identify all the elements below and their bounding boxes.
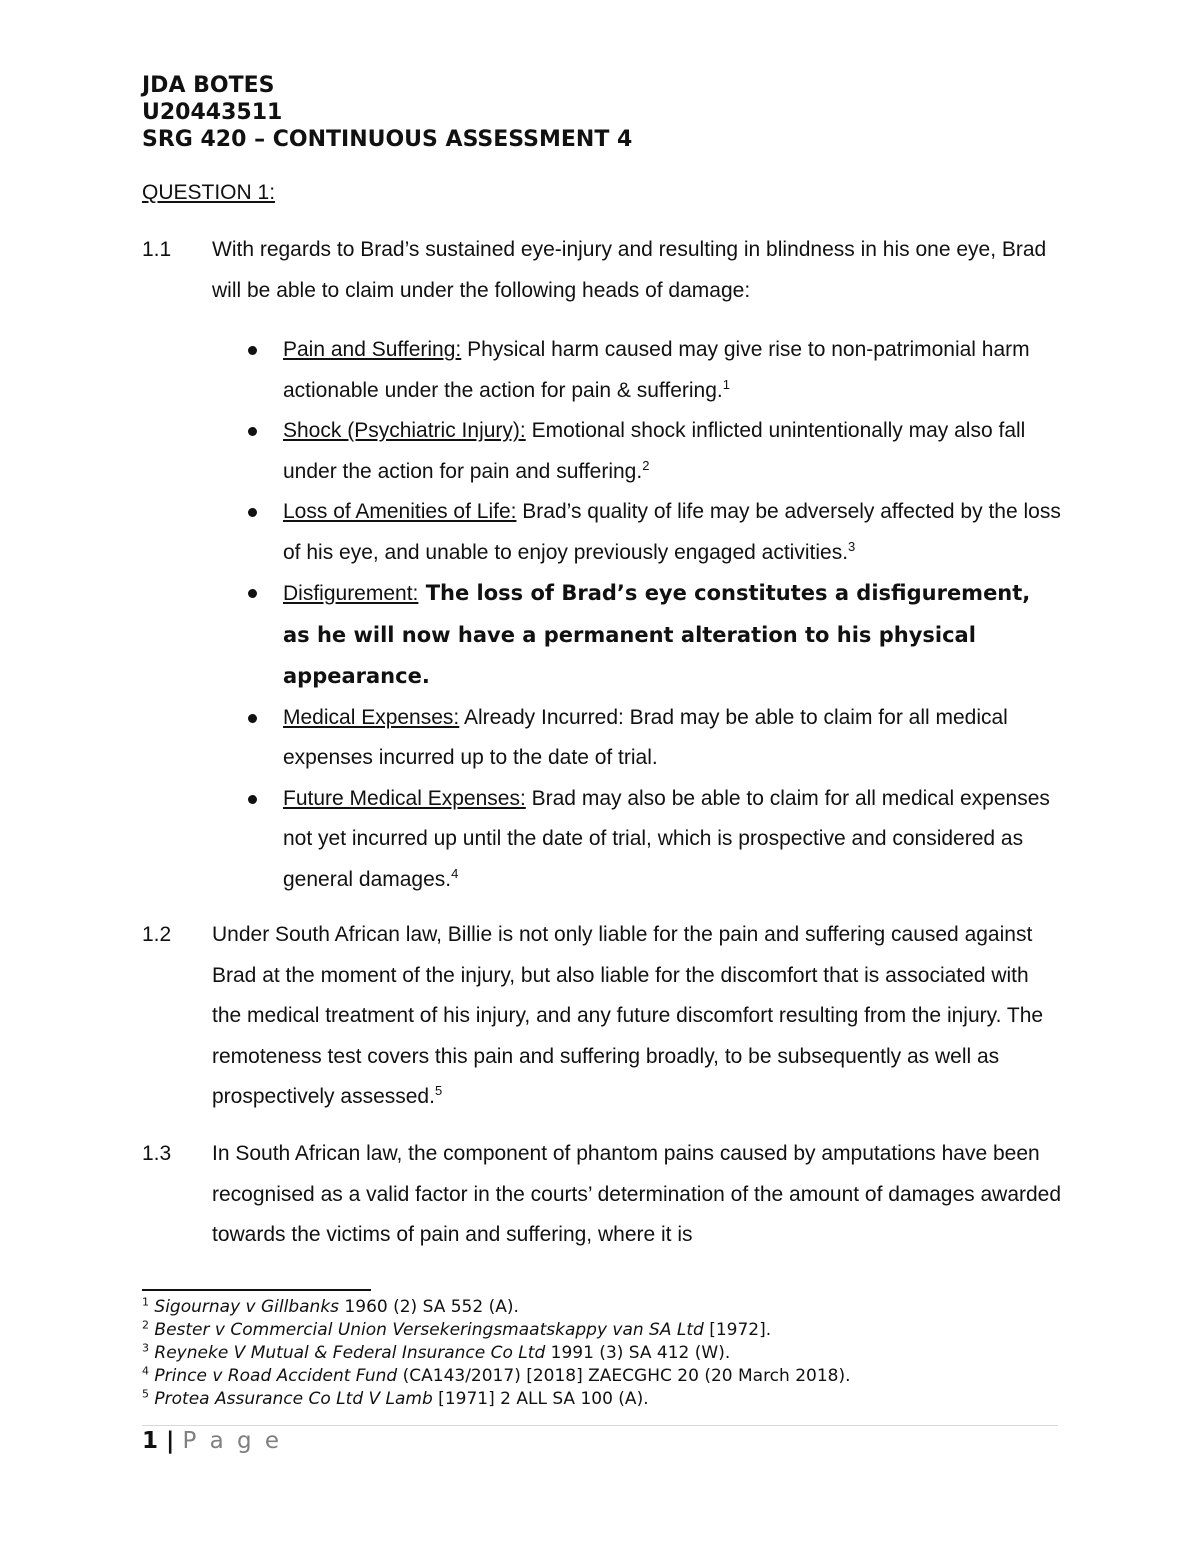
paragraph-1-1 — [142, 230, 1062, 311]
list-item — [142, 330, 1062, 411]
footnote-ref: 4 — [451, 865, 459, 881]
list-item — [142, 411, 1062, 492]
footnote-ref: 2 — [642, 457, 650, 473]
page-footer — [142, 1428, 282, 1454]
paragraph-number: 1.3 — [142, 1142, 172, 1165]
item-text: Physical harm caused may give rise to non-patrimonial harm actionable under the action for pain & suffering. — [283, 338, 1030, 402]
footnote-ref: 3 — [848, 538, 856, 554]
footnote-ref: 5 — [434, 1083, 443, 1098]
item-label: Disfigurement: — [283, 582, 419, 605]
item-label: Shock (Psychiatric Injury): — [283, 419, 526, 442]
bullet-icon — [248, 795, 257, 804]
heads-of-damage-list — [142, 330, 1062, 900]
item-label: Pain and Suffering: — [283, 338, 462, 361]
page-number: 1 — [142, 1428, 159, 1454]
footnote — [142, 1296, 519, 1320]
bullet-icon — [248, 589, 257, 598]
case-name: Prince v Road Accident Fund — [154, 1366, 398, 1386]
item-text: Emotional shock inflicted unintentionally may also fall under the action for pain and suffering. — [283, 419, 1026, 483]
footnote-number: 3 — [142, 1341, 149, 1355]
course-title: SRG 420 – CONTINUOUS ASSESSMENT 4 — [142, 127, 633, 152]
paragraph-number: 1.2 — [142, 923, 172, 946]
footnote — [142, 1342, 730, 1366]
citation: (CA143/2017) [2018] ZAECGHC 20 (20 March 2018). — [397, 1366, 851, 1386]
footnote-number: 2 — [142, 1318, 149, 1332]
item-text: The loss of Brad’s eye constitutes a disfigurement, as he will now have a permanent alteration to his physical appearance. — [283, 581, 1031, 688]
case-name: Bester v Commercial Union Versekeringsmaatskappy van SA Ltd — [154, 1320, 704, 1340]
footnote-separator — [142, 1289, 371, 1291]
bullet-icon — [248, 346, 257, 355]
citation: [1972]. — [703, 1320, 772, 1340]
footnote-number: 4 — [142, 1364, 149, 1378]
footnote — [142, 1319, 771, 1343]
list-item — [142, 492, 1062, 573]
citation: 1991 (3) SA 412 (W). — [545, 1343, 731, 1363]
item-text: Brad may also be able to claim for all medical expenses not yet incurred up until the date of trial, which is prospective and considered as general damages. — [283, 786, 1050, 891]
page-separator: | — [158, 1428, 183, 1454]
bullet-icon — [248, 714, 257, 723]
paragraph-1-2 — [142, 915, 1062, 1118]
footnote — [142, 1365, 851, 1389]
case-name: Protea Assurance Co Ltd V Lamb — [154, 1389, 433, 1409]
paragraph-text: With regards to Brad’s sustained eye-injury and resulting in blindness in his one eye, Brad will be able to claim under the following heads of damage: — [212, 238, 1047, 302]
footer-rule — [142, 1425, 1058, 1426]
footnote-number: 1 — [142, 1295, 149, 1309]
author-name: JDA BOTES — [142, 73, 275, 98]
list-item — [142, 573, 1062, 698]
paragraph-number: 1.1 — [142, 238, 172, 261]
citation: [1971] 2 ALL SA 100 (A). — [432, 1389, 649, 1409]
item-text: Already Incurred: Brad may be able to claim for all medical expenses incurred up to the date of trial. — [283, 705, 1008, 769]
case-name: Reyneke V Mutual & Federal Insurance Co Ltd — [154, 1343, 546, 1363]
case-name: Sigournay v Gillbanks — [154, 1297, 340, 1317]
item-label: Loss of Amenities of Life: — [283, 500, 517, 523]
list-item — [142, 779, 1062, 901]
footnote — [142, 1388, 649, 1412]
paragraph-1-3 — [142, 1134, 1062, 1256]
list-item — [142, 698, 1062, 779]
item-label: Future Medical Expenses: — [283, 786, 526, 810]
bullet-icon — [248, 508, 257, 517]
paragraph-text: In South African law, the component of phantom pains caused by amputations have been recognised as a valid factor in the courts’ determination of the amount of damages awarded towards the victims of pain and suffering, where it is — [212, 1142, 1062, 1246]
paragraph-text: Under South African law, Billie is not only liable for the pain and suffering caused against Brad at the moment of the injury, but also liable for the discomfort that is associated with the medical treatment of his injury, and any future discomfort resulting from the injury. The remoteness test covers this pain and suffering broadly, to be subsequently as well as prospectively assessed. — [212, 923, 1044, 1108]
question-heading: QUESTION 1: — [142, 181, 276, 204]
item-text: Brad’s quality of life may be adversely affected by the loss of his eye, and unable to enjoy previously engaged activities. — [283, 500, 1061, 564]
footnote-ref: 1 — [722, 376, 730, 392]
citation: 1960 (2) SA 552 (A). — [339, 1297, 519, 1317]
footnote-number: 5 — [142, 1387, 149, 1401]
item-label: Medical Expenses: — [283, 705, 460, 729]
student-number: U20443511 — [142, 100, 283, 125]
page-label: P a g e — [182, 1428, 283, 1454]
bullet-icon — [248, 427, 257, 436]
